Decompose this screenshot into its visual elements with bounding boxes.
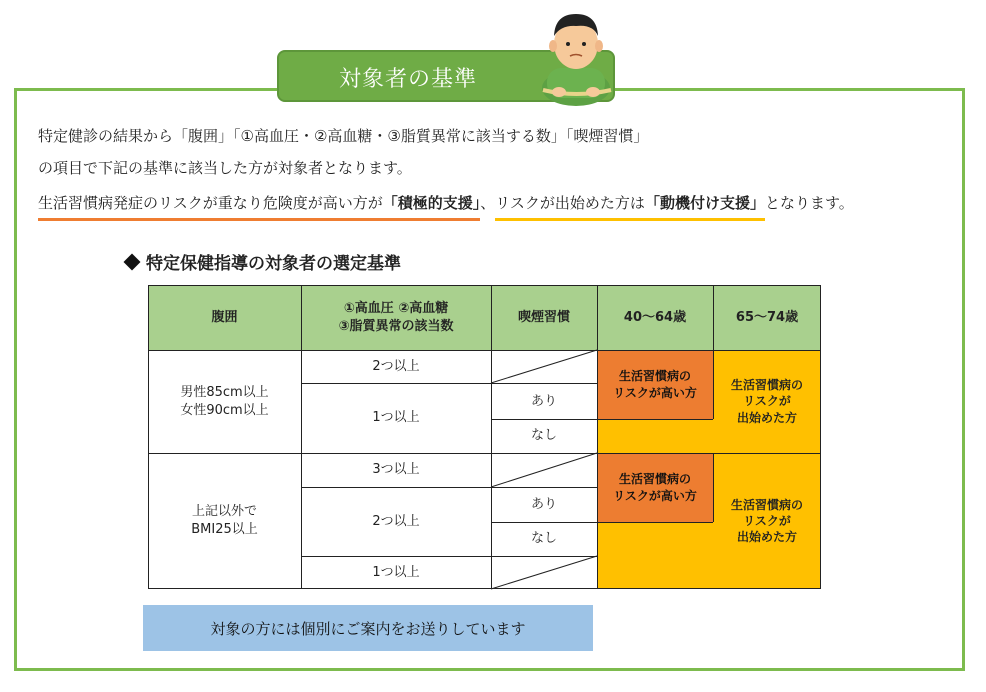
- group1-count-row2: 1つ以上: [372, 410, 420, 426]
- motivational-support-text: リスクが出始めた方は: [495, 194, 645, 212]
- group1-high-risk-line-2: リスクが高い方: [613, 385, 697, 400]
- closing-text: となります。: [764, 194, 854, 212]
- group1-starting-line-2: リスクが: [743, 394, 791, 409]
- group2-count-row1: 3つ以上: [372, 462, 420, 478]
- header-risk-line-1: ①高血圧 ②高血糖: [343, 300, 449, 316]
- notice-banner: 対象の方には個別にご案内をお送りしています: [143, 605, 593, 651]
- group2-high-risk-line-2: リスクが高い方: [613, 488, 697, 503]
- header-risk-line-2: ③脂質異常の該当数: [338, 318, 454, 334]
- header-smoking: 喫煙習慣: [491, 285, 597, 350]
- intro-line-1: 特定健診の結果から「腹囲」「①高血圧・②高血糖・③脂質異常に該当する数」「喫煙習慣」: [38, 127, 649, 145]
- group2-starting-line-1: 生活習慣病の: [730, 497, 803, 512]
- group1-starting-line-1: 生活習慣病の: [730, 378, 803, 393]
- group2-starting-line-2: リスクが: [743, 513, 791, 528]
- active-support-text: 生活習慣病発症のリスクが重なり危険度が高い方が: [38, 194, 383, 212]
- group1-smoke-no: なし: [530, 428, 557, 444]
- group1-high-risk-line-1: 生活習慣病の: [618, 369, 691, 384]
- header-age-65-74: 65～74歳: [713, 285, 821, 350]
- motivational-support-label: 「動機付け支援」: [644, 194, 765, 212]
- active-support-label: 「積極的支援」: [382, 194, 481, 212]
- group1-waist-line-2: 女性90cm以上: [180, 402, 269, 418]
- group1-count-row1: 2つ以上: [372, 358, 420, 374]
- group2-waist-line-2: BMI25以上: [191, 522, 258, 537]
- page-title: 対象者の基準: [339, 67, 478, 92]
- intro-line-2: の項目で下記の基準に該当した方が対象者となります。: [38, 159, 412, 177]
- section-heading-text: 特定保健指導の対象者の選定基準: [146, 254, 401, 274]
- header-waist: 腹囲: [148, 285, 301, 350]
- group2-high-risk-line-1: 生活習慣病の: [618, 472, 691, 487]
- group1-smoke-yes: あり: [530, 393, 557, 409]
- group2-starting-line-3: 出始めた方: [736, 530, 797, 545]
- group2-waist-line-1: 上記以外で: [191, 504, 257, 520]
- separator-text: 、: [480, 194, 496, 212]
- group2-count-row2: 2つ以上: [372, 513, 420, 529]
- group1-starting-line-3: 出始めた方: [736, 410, 797, 425]
- group2-count-row3: 1つ以上: [372, 564, 420, 580]
- header-age-40-64: 40～64歳: [597, 285, 713, 350]
- group2-smoke-yes: あり: [530, 496, 557, 512]
- group1-waist-line-1: 男性85cm以上: [180, 384, 269, 400]
- group2-smoke-no: なし: [530, 531, 557, 547]
